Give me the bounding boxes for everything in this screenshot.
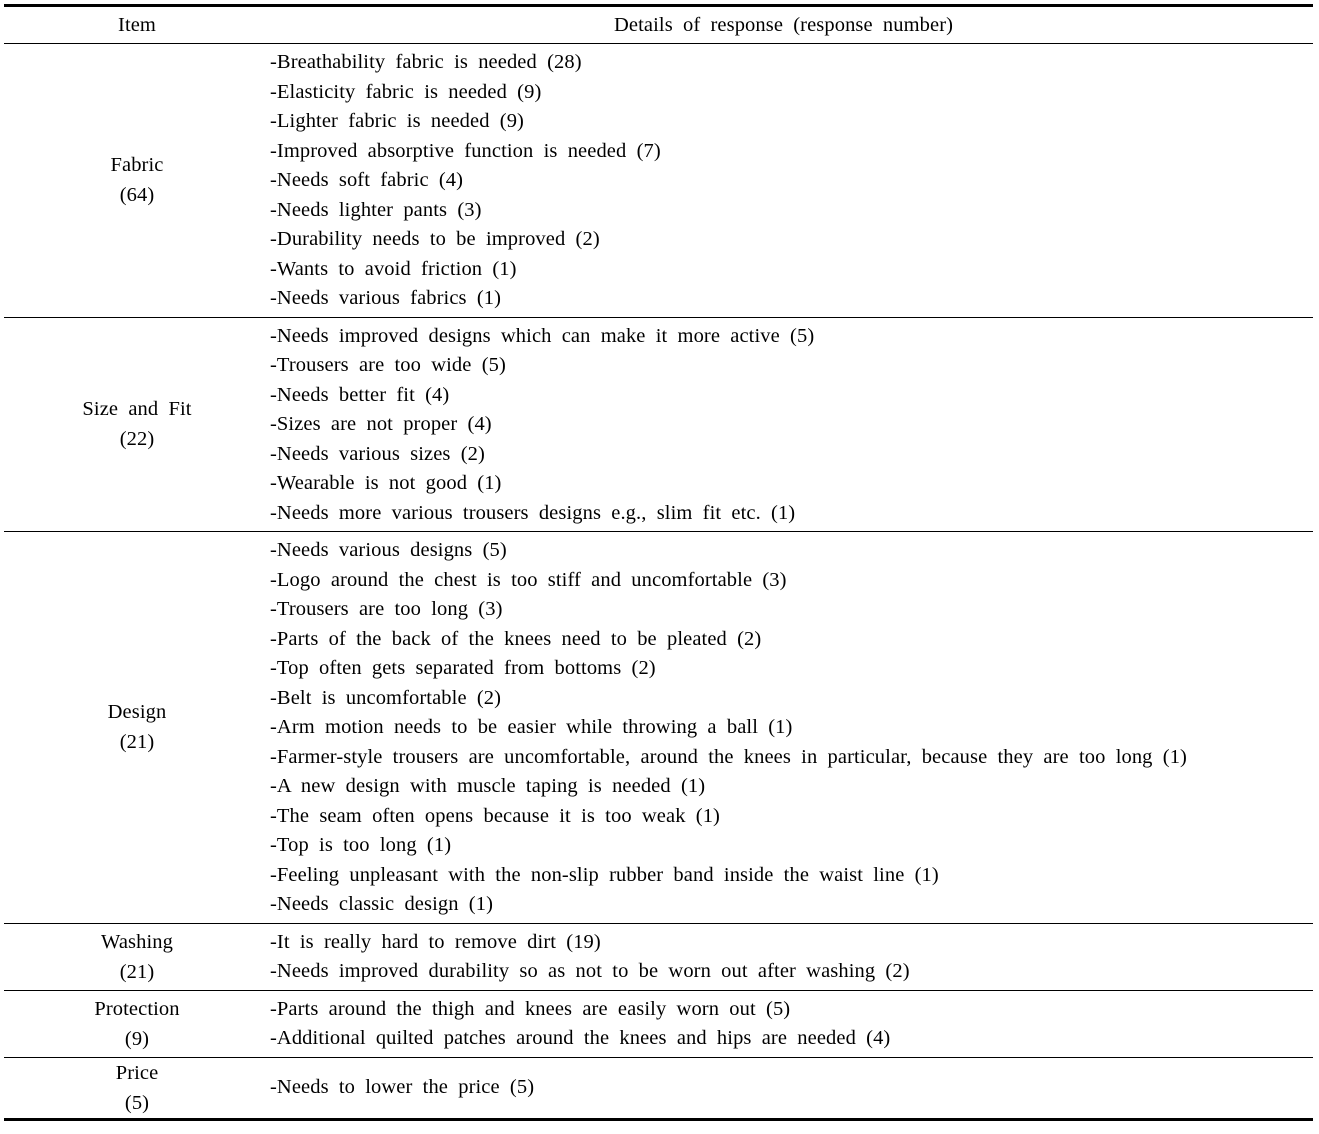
item-label: Fabric bbox=[110, 154, 164, 177]
item-label: Size and Fit bbox=[82, 398, 192, 421]
response-item: -It is really hard to remove dirt (19) bbox=[270, 930, 601, 953]
table-row bbox=[4, 44, 1313, 318]
response-item: -Needs improved designs which can make it more active (5) bbox=[270, 324, 815, 347]
response-item: -Trousers are too long (3) bbox=[270, 598, 503, 620]
table-row bbox=[4, 923, 1313, 990]
response-table-container bbox=[4, 4, 1313, 1121]
response-item: -Needs classic design (1) bbox=[270, 893, 494, 915]
item-count: (21) bbox=[119, 731, 155, 754]
details-cell bbox=[270, 1057, 1313, 1119]
response-item: -Needs various designs (5) bbox=[270, 539, 507, 561]
response-item: -Durability needs to be improved (2) bbox=[270, 228, 600, 250]
response-item: -Improved absorptive function is needed (7) bbox=[270, 139, 661, 162]
item-cell bbox=[4, 532, 270, 924]
response-item: -Needs more various trousers designs e.g., slim fit etc. (1) bbox=[270, 501, 796, 524]
table-row bbox=[4, 317, 1313, 532]
response-item: -Lighter fabric is needed (9) bbox=[270, 110, 524, 132]
item-count: (22) bbox=[119, 428, 155, 451]
response-item: -Feeling unpleasant with the non-slip rubber band inside the waist line (1) bbox=[270, 863, 939, 886]
item-label: Protection bbox=[94, 997, 180, 1020]
response-item: -Needs various sizes (2) bbox=[270, 442, 485, 465]
item-count: (9) bbox=[124, 1027, 150, 1050]
item-count: (64) bbox=[119, 184, 155, 207]
response-item: -Belt is uncomfortable (2) bbox=[270, 686, 502, 709]
item-count: (21) bbox=[119, 960, 155, 983]
response-item: -Needs to lower the price (5) bbox=[270, 1076, 535, 1099]
response-item: -Parts around the thigh and knees are easily worn out (5) bbox=[270, 997, 791, 1020]
response-item: -Wearable is not good (1) bbox=[270, 472, 502, 494]
response-item: -Top is too long (1) bbox=[270, 834, 452, 856]
details-cell bbox=[270, 44, 1313, 318]
response-item: -Top often gets separated from bottoms (2) bbox=[270, 657, 656, 679]
response-item: -Sizes are not proper (4) bbox=[270, 413, 492, 435]
response-item: -Elasticity fabric is needed (9) bbox=[270, 80, 542, 103]
response-item: -Logo around the chest is too stiff and uncomfortable (3) bbox=[270, 568, 787, 591]
details-cell bbox=[270, 923, 1313, 990]
table-row bbox=[4, 532, 1313, 924]
response-item: -Needs improved durability so as not to be worn out after washing (2) bbox=[270, 960, 910, 982]
item-cell bbox=[4, 317, 270, 532]
response-item: -Needs lighter pants (3) bbox=[270, 198, 482, 221]
response-item: -Additional quilted patches around the knees and hips are needed (4) bbox=[270, 1027, 891, 1049]
response-item: -Parts of the back of the knees need to be pleated (2) bbox=[270, 627, 762, 650]
item-label: Price bbox=[115, 1061, 159, 1084]
response-item: -Trousers are too wide (5) bbox=[270, 354, 506, 376]
response-item: -The seam often opens because it is too weak (1) bbox=[270, 804, 720, 827]
response-item: -Needs various fabrics (1) bbox=[270, 287, 502, 309]
item-cell bbox=[4, 1057, 270, 1119]
response-table bbox=[4, 4, 1313, 1121]
table-row bbox=[4, 990, 1313, 1057]
response-item: -Needs soft fabric (4) bbox=[270, 169, 464, 191]
item-count: (5) bbox=[124, 1091, 150, 1114]
response-item: -Wants to avoid friction (1) bbox=[270, 257, 517, 280]
table-body bbox=[4, 44, 1313, 1120]
details-cell bbox=[270, 990, 1313, 1057]
header-row bbox=[4, 6, 1313, 44]
details-cell bbox=[270, 532, 1313, 924]
item-cell bbox=[4, 44, 270, 318]
item-cell bbox=[4, 990, 270, 1057]
item-label: Washing bbox=[101, 930, 173, 953]
response-item: -Farmer-style trousers are uncomfortable, around the knees in particular, because they are too long (1) bbox=[270, 745, 1187, 768]
details-cell bbox=[270, 317, 1313, 532]
response-item: -Arm motion needs to be easier while throwing a ball (1) bbox=[270, 716, 793, 738]
item-label: Design bbox=[107, 701, 167, 724]
table-header bbox=[4, 6, 1313, 44]
item-column-header: Item bbox=[118, 13, 156, 36]
table-row bbox=[4, 1057, 1313, 1119]
response-item: -A new design with muscle taping is needed (1) bbox=[270, 775, 706, 797]
response-item: -Needs better fit (4) bbox=[270, 383, 450, 406]
item-cell bbox=[4, 923, 270, 990]
response-item: -Breathability fabric is needed (28) bbox=[270, 51, 582, 73]
details-column-header: Details of response (response number) bbox=[614, 13, 954, 36]
